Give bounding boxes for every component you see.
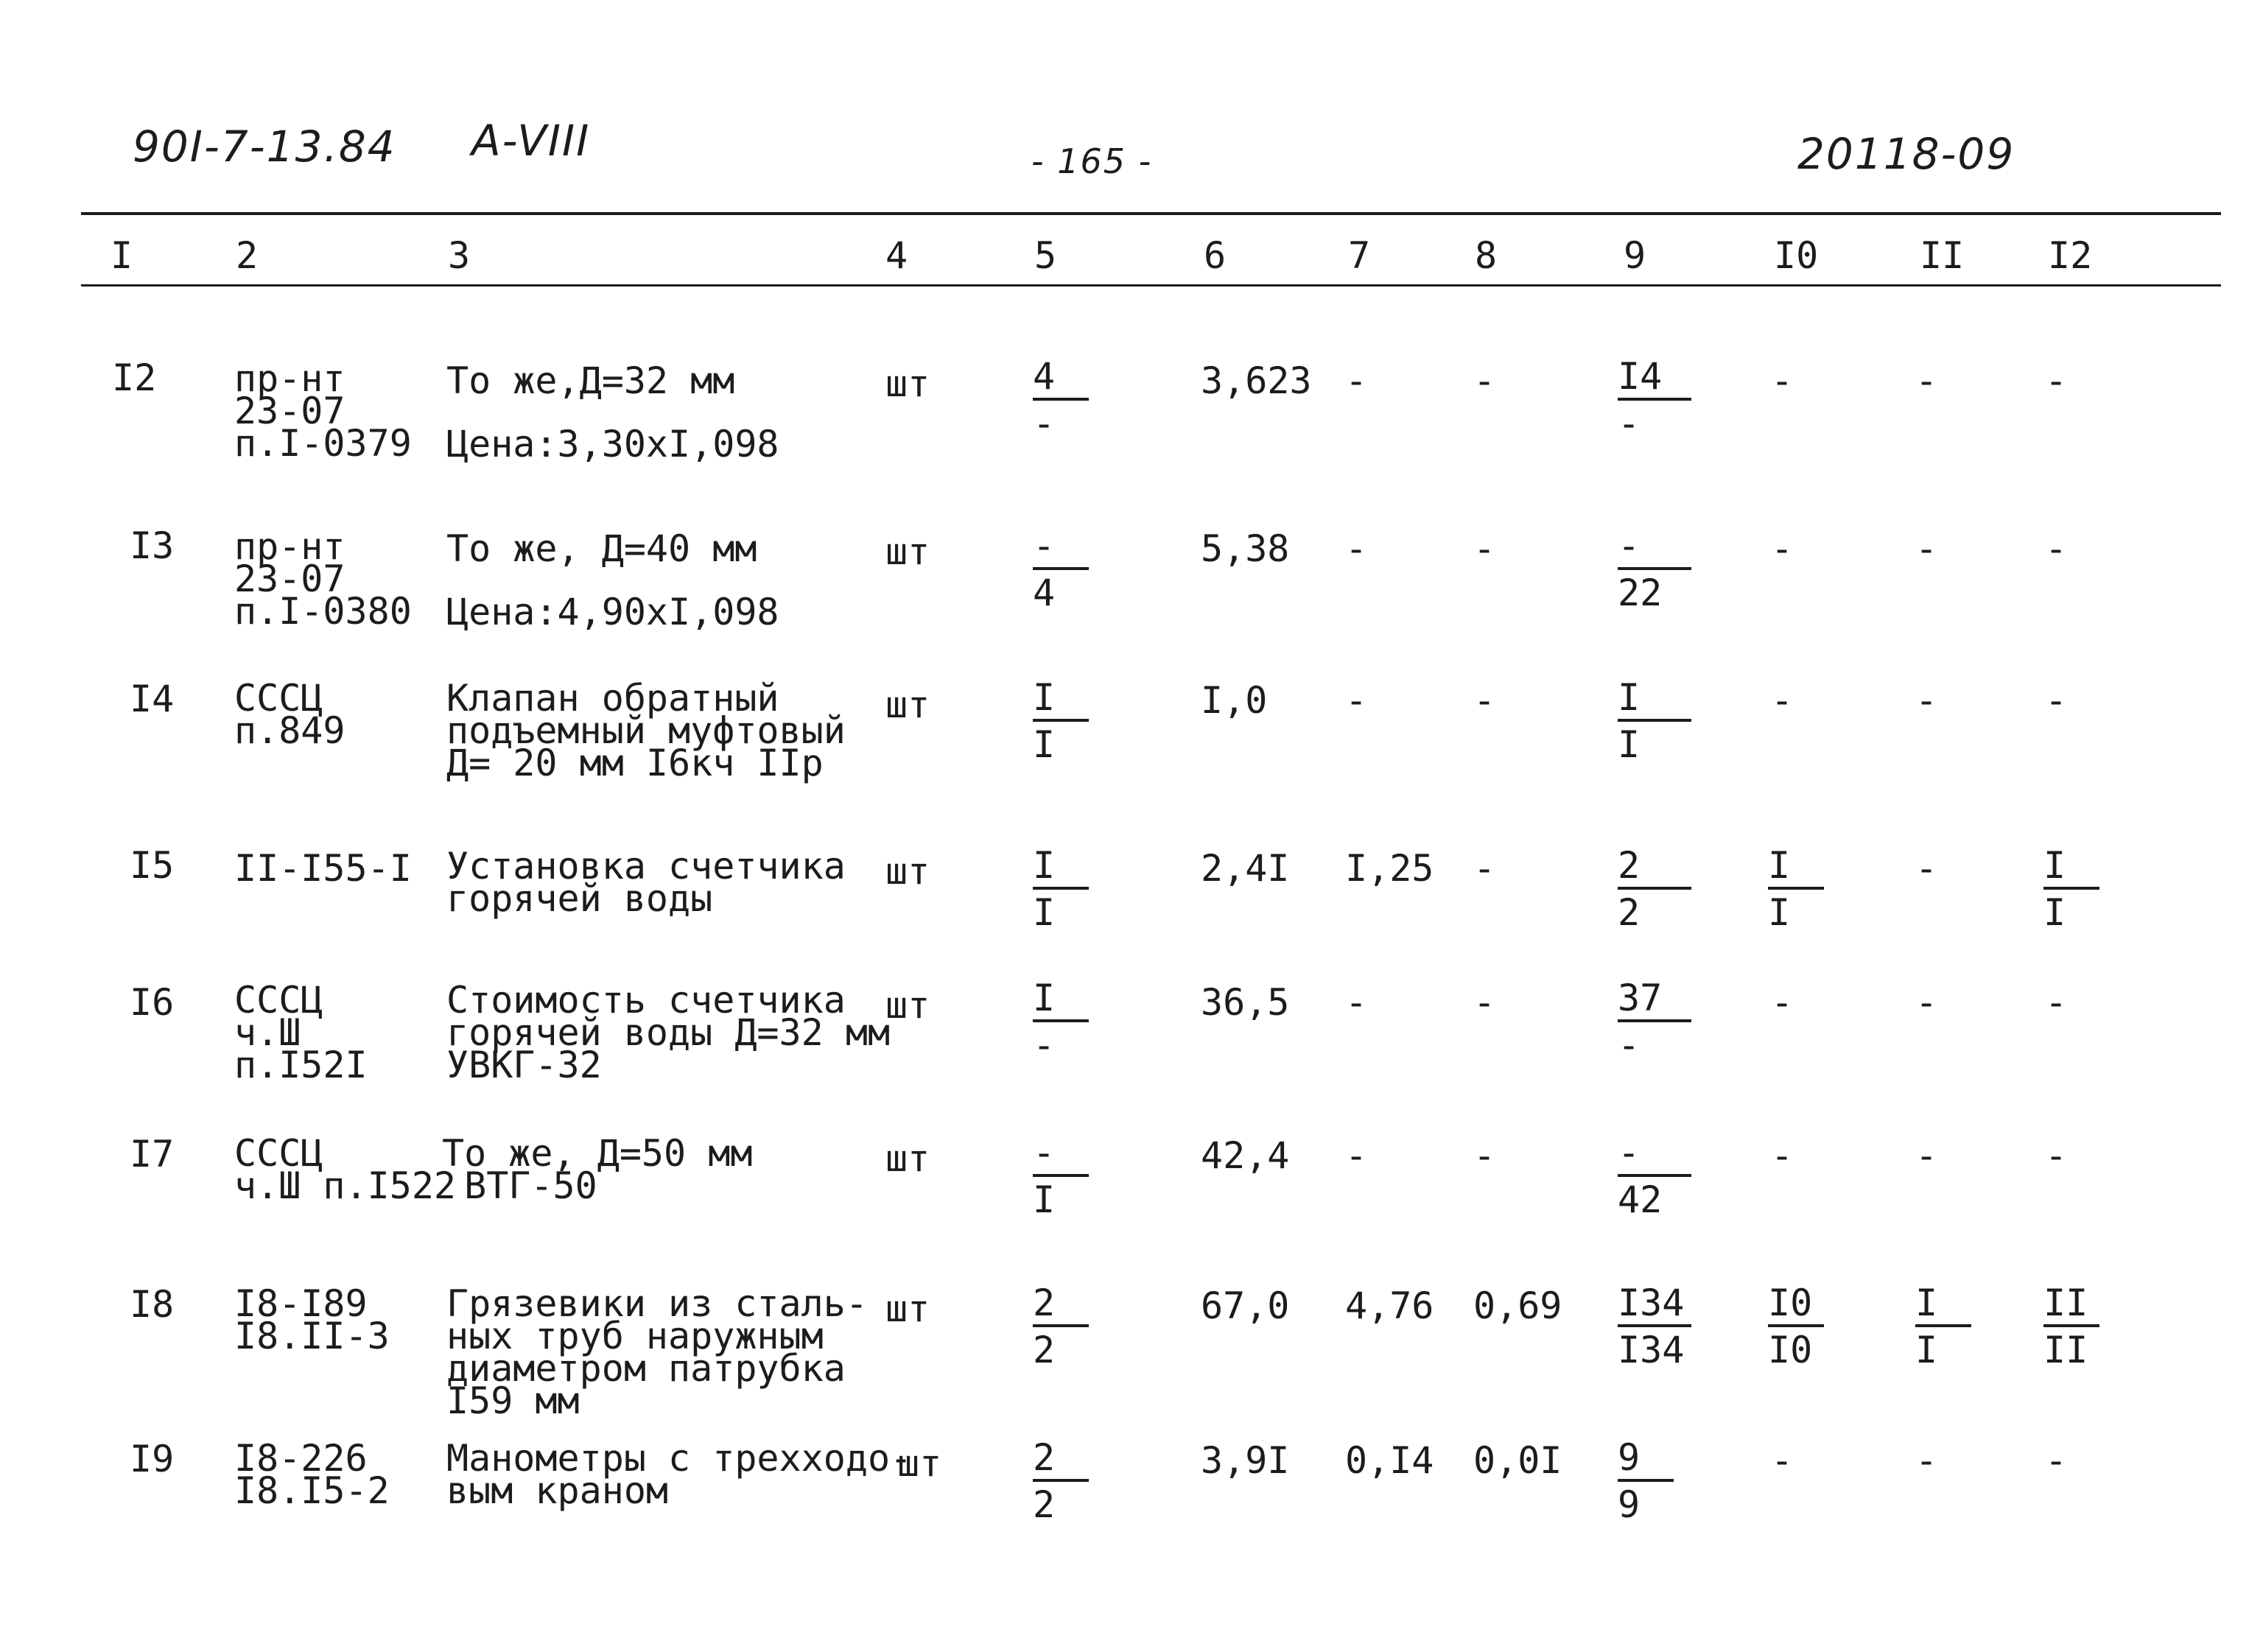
col-7-value: 4,76	[1345, 1284, 1434, 1327]
resource-code: пр-нт 23-07 п.I-0379	[234, 357, 412, 465]
col-12-fraction: I I	[2043, 844, 2125, 932]
column-header: 6	[1204, 234, 1227, 277]
column-header: I0	[1774, 234, 1819, 277]
total-fraction: I4 -	[1618, 355, 1699, 443]
unit: шт	[897, 1442, 942, 1485]
col-7-value: -	[1345, 981, 1368, 1024]
total-fraction: I I	[1618, 676, 1699, 765]
col-12-value: -	[2045, 359, 2068, 402]
item-description: То же, Д=50 мм ВТГ-50	[442, 1132, 753, 1207]
row-number: I8	[130, 1283, 175, 1326]
resource-code: пр-нт 23-07 п.I-0380	[234, 525, 412, 633]
quantity-fraction: I I	[1033, 844, 1114, 932]
quantity-fraction: I I	[1033, 676, 1114, 765]
page-number: - 165 -	[1031, 141, 1153, 181]
col-8-value: -	[1473, 847, 1496, 890]
unit: шт	[885, 1287, 930, 1330]
item-description: Грязевики из сталь- ных труб наружным диаметром патрубка I59 мм	[446, 1282, 868, 1422]
total-fraction: - 22	[1618, 524, 1699, 613]
col-7-value: -	[1345, 527, 1368, 570]
col-11-value: -	[1915, 1439, 1938, 1482]
col-7-value: -	[1345, 679, 1368, 722]
item-description: Манометры с трехходо- вым краном	[446, 1437, 913, 1512]
col-11-value: -	[1915, 359, 1938, 402]
col-12-value: -	[2045, 1134, 2068, 1177]
col-10-value: -	[1771, 527, 1794, 570]
unit-cost: 3,9I	[1201, 1439, 1290, 1482]
col-10-value: -	[1771, 359, 1794, 402]
col-12-fraction: II II	[2043, 1282, 2125, 1370]
document-code: 90I-7-13.84	[133, 122, 396, 172]
col-8-value: -	[1473, 359, 1496, 402]
col-11-fraction: I I	[1915, 1282, 1996, 1370]
total-fraction: 2 2	[1618, 844, 1699, 932]
unit-cost: I,0	[1201, 679, 1268, 722]
item-description: То же,Д=32 мм	[446, 359, 735, 402]
unit-cost: 36,5	[1201, 981, 1290, 1024]
col-8-value: 0,0I	[1473, 1439, 1562, 1482]
unit: шт	[885, 984, 930, 1027]
item-price-note: Цена:3,30хI,098	[446, 423, 779, 465]
col-12-value: -	[2045, 981, 2068, 1024]
row-number: I5	[130, 844, 175, 887]
col-8-value: -	[1473, 679, 1496, 722]
col-8-value: 0,69	[1473, 1284, 1562, 1327]
unit: шт	[885, 850, 930, 893]
column-header: I2	[2048, 234, 2093, 277]
quantity-fraction: 2 2	[1033, 1282, 1114, 1370]
header-bottom-rule	[81, 284, 2221, 287]
row-number: I3	[130, 524, 175, 567]
unit-cost: 42,4	[1201, 1134, 1290, 1177]
unit-cost: 3,623	[1201, 359, 1312, 402]
column-header: 7	[1348, 234, 1371, 277]
col-7-value: 0,I4	[1345, 1439, 1434, 1482]
item-price-note: Цена:4,90хI,098	[446, 591, 779, 633]
row-number: I2	[112, 356, 157, 399]
col-12-value: -	[2045, 679, 2068, 722]
col-10-value: -	[1771, 1439, 1794, 1482]
col-11-value: -	[1915, 1134, 1938, 1177]
column-header: 2	[236, 234, 259, 277]
column-header: 3	[448, 234, 471, 277]
col-10-fraction: I I	[1768, 844, 1849, 932]
quantity-fraction: - 4	[1033, 524, 1114, 613]
total-fraction: 37 -	[1618, 977, 1699, 1065]
unit-cost: 67,0	[1201, 1284, 1290, 1327]
col-7-value: -	[1345, 1134, 1368, 1177]
album-number: A-VIII	[471, 116, 591, 166]
col-10-value: -	[1771, 1134, 1794, 1177]
row-number: I4	[130, 678, 175, 720]
item-description: То же, Д=40 мм	[446, 527, 757, 570]
unit: шт	[885, 530, 930, 573]
column-header: I	[110, 234, 133, 277]
quantity-fraction: 4 -	[1033, 355, 1114, 443]
unit-cost: 2,4I	[1201, 847, 1290, 890]
row-number: I9	[130, 1438, 175, 1480]
col-11-value: -	[1915, 527, 1938, 570]
quantity-fraction: - I	[1033, 1131, 1114, 1220]
col-8-value: -	[1473, 981, 1496, 1024]
unit: шт	[885, 362, 930, 405]
total-fraction: - 42	[1618, 1131, 1699, 1220]
resource-code: I8-226 I8.I5-2	[234, 1437, 390, 1512]
col-12-value: -	[2045, 527, 2068, 570]
unit: шт	[885, 683, 930, 726]
unit: шт	[885, 1137, 930, 1180]
column-header: 8	[1475, 234, 1498, 277]
col-10-fraction: I0 I0	[1768, 1282, 1849, 1370]
item-description: Стоимость счетчика горячей воды Д=32 мм УВКГ-32	[446, 979, 891, 1086]
col-8-value: -	[1473, 527, 1496, 570]
header-top-rule	[81, 212, 2221, 215]
total-fraction: 9 9	[1618, 1436, 1699, 1525]
resource-code: СССЦ п.849	[234, 677, 345, 752]
resource-code: СССЦ ч.Ш п.I52I	[234, 979, 368, 1086]
item-description: Установка счетчика горячей воды	[446, 845, 846, 920]
col-7-value: I,25	[1345, 847, 1434, 890]
column-header: 5	[1034, 234, 1057, 277]
item-description: Клапан обратный подъемный муфтовый Д= 20 мм I6кч IIр	[446, 677, 846, 784]
quantity-fraction: I -	[1033, 977, 1114, 1065]
row-number: I6	[130, 981, 175, 1024]
col-7-value: -	[1345, 359, 1368, 402]
column-header: 9	[1624, 234, 1646, 277]
resource-code: II-I55-I	[234, 847, 412, 890]
column-header: 4	[885, 234, 908, 277]
unit-cost: 5,38	[1201, 527, 1290, 570]
col-10-value: -	[1771, 679, 1794, 722]
col-11-value: -	[1915, 679, 1938, 722]
column-header: II	[1920, 234, 1965, 277]
row-number: I7	[130, 1133, 175, 1175]
resource-code: I8-I89 I8.II-3	[234, 1282, 390, 1357]
col-8-value: -	[1473, 1134, 1496, 1177]
col-11-value: -	[1915, 981, 1938, 1024]
col-12-value: -	[2045, 1439, 2068, 1482]
col-11-value: -	[1915, 847, 1938, 890]
total-fraction: I34 I34	[1618, 1282, 1699, 1370]
quantity-fraction: 2 2	[1033, 1436, 1114, 1525]
col-10-value: -	[1771, 981, 1794, 1024]
inventory-number: 20118-09	[1797, 129, 2015, 179]
resource-code: СССЦ ч.Ш п.I522	[234, 1132, 457, 1207]
